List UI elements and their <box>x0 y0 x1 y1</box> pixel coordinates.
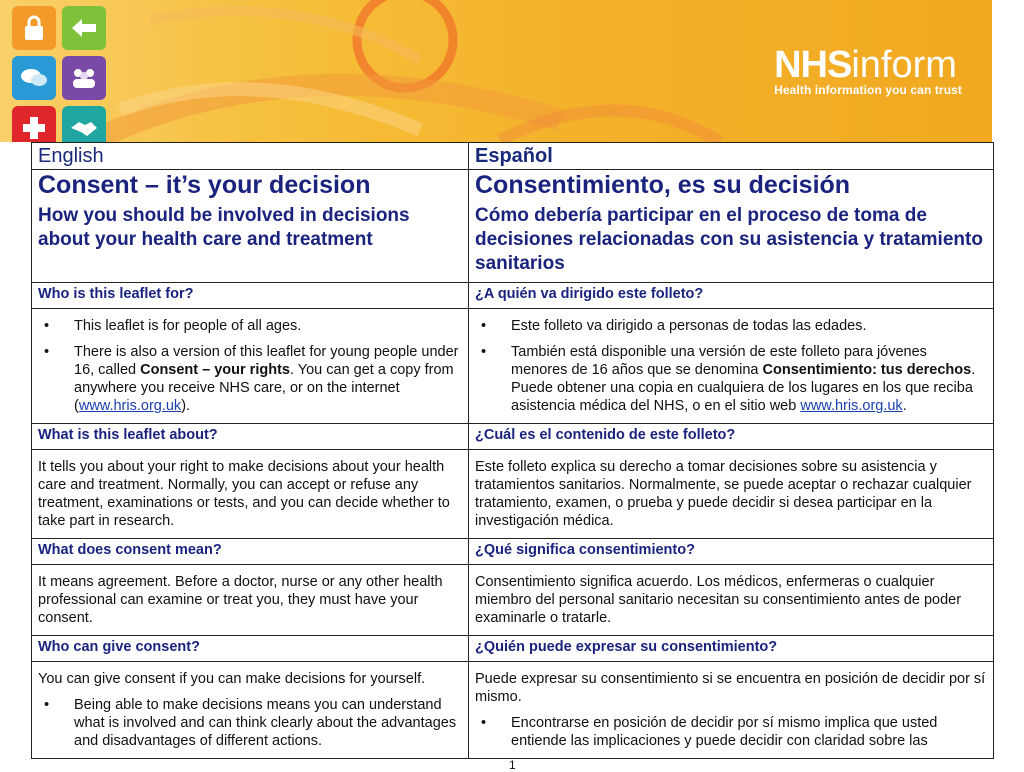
section-heading: Who is this leaflet for? <box>32 283 468 309</box>
bullet: • <box>481 715 487 731</box>
paragraph: It tells you about your right to make decisions about your health care and treatment. Normally, you can accept or refuse any treatment, examinations or tests, and you can decide whether to take part in research. <box>38 459 450 529</box>
handshake-icon <box>62 106 106 142</box>
section-row-who-for <box>32 283 994 424</box>
english-section-cell <box>32 424 469 539</box>
list-item <box>475 714 987 750</box>
header-banner <box>0 0 992 142</box>
list-item-text: ). <box>181 398 191 414</box>
list-item <box>38 696 462 750</box>
english-section-cell <box>32 283 469 424</box>
back-arrow-icon <box>62 6 106 50</box>
leaflet-name: Consentimiento: tus derechos <box>762 362 972 378</box>
icon-tiles <box>12 6 108 142</box>
section-heading: ¿Qué significa consentimiento? <box>469 539 993 565</box>
chat-bubbles-icon <box>12 56 56 100</box>
paragraph: It means agreement. Before a doctor, nurse or any other health professional can examine or treat you, they must have your consent. <box>38 574 443 626</box>
list-item-text: Being able to make decisions means you can understand what is involved and can think clearly about the advantages and disadvantages of different actions. <box>74 697 457 749</box>
paragraph: You can give consent if you can make decisions for yourself. <box>38 671 426 687</box>
section-row-about <box>32 424 994 539</box>
section-row-meaning <box>32 539 994 636</box>
section-heading: ¿A quién va dirigido este folleto? <box>469 283 993 309</box>
bullet: • <box>481 344 487 360</box>
page-number: 1 <box>509 758 516 772</box>
logo-mark: NHS <box>774 44 852 86</box>
logo-tagline: Health information you can trust <box>774 83 962 97</box>
hris-link[interactable]: www.hris.org.uk <box>78 398 182 414</box>
list-item-text: Este folleto va dirigido a personas de todas las edades. <box>511 318 867 334</box>
nhs-inform-logo <box>774 44 962 97</box>
list-item-text: There is also a version of this leaflet for young people under 16, called <box>74 344 459 378</box>
logo-word: inform <box>851 44 957 86</box>
list-item-text: . You can get a copy from anywhere you receive NHS care, or on the internet ( <box>74 362 454 414</box>
page-subtitle-spanish: Cómo debería participar en el proceso de toma de decisiones relacionadas con su asistencia y tratamiento sanitarios <box>475 205 983 274</box>
list-item <box>38 343 462 415</box>
list-item-text: . Puede obtener una copia en cualquiera de los lugares en los que reciba asistencia médica del NHS, o en el sitio web <box>511 362 976 414</box>
english-heading-cell <box>32 170 469 283</box>
section-heading: Who can give consent? <box>32 636 468 662</box>
hris-link[interactable]: www.hris.org.uk <box>800 398 903 414</box>
heading-row <box>32 170 994 283</box>
list-item <box>475 343 987 415</box>
spanish-section-cell <box>469 283 994 424</box>
bullet: • <box>481 318 487 334</box>
section-heading: What is this leaflet about? <box>32 424 468 450</box>
spanish-section-cell <box>469 424 994 539</box>
paragraph: Consentimiento significa acuerdo. Los médicos, enfermeras o cualquier miembro del personal sanitario necesitan su consentimiento antes de poder examinarle o tratarle. <box>475 574 962 626</box>
section-row-who-can <box>32 636 994 759</box>
lock-icon <box>12 6 56 50</box>
section-heading: ¿Cuál es el contenido de este folleto? <box>469 424 993 450</box>
bullet: • <box>44 344 50 360</box>
section-heading: What does consent mean? <box>32 539 468 565</box>
list-item-text: . <box>902 398 907 414</box>
page-title-english: Consent – it’s your decision <box>38 171 371 199</box>
list-item-text: This leaflet is for people of all ages. <box>74 318 302 334</box>
spanish-section-cell <box>469 636 994 759</box>
bullet: • <box>44 697 50 713</box>
spanish-heading-cell <box>469 170 994 283</box>
people-group-icon <box>62 56 106 100</box>
leaflet-name: Consent – your rights <box>140 362 290 378</box>
paragraph: Puede expresar su consentimiento si se encuentra en posición de decidir por sí mismo. <box>475 671 986 705</box>
list-item <box>475 317 987 335</box>
section-heading: ¿Quién puede expresar su consentimiento? <box>469 636 993 662</box>
english-title-cell <box>32 143 469 170</box>
medical-cross-icon <box>12 106 56 142</box>
list-item-text: También está disponible una versión de este folleto para jóvenes menores de 16 años que se denomina <box>511 344 927 378</box>
paragraph: Este folleto explica su derecho a tomar decisiones sobre su asistencia y tratamientos sanitarios. Normalmente, se puede aceptar o rechazar cualquier tratamiento, examen, o prueba y puede decidir si desea participar en la investigación médica. <box>475 459 972 529</box>
language-label-english: English <box>38 145 104 167</box>
list-item <box>38 317 462 335</box>
page-title-spanish: Consentimiento, es su decisión <box>475 171 851 199</box>
spanish-section-cell <box>469 539 994 636</box>
bilingual-table <box>31 142 994 759</box>
english-section-cell <box>32 539 469 636</box>
language-label-spanish: Español <box>475 145 553 167</box>
english-section-cell <box>32 636 469 759</box>
page-subtitle-english: How you should be involved in decisions about your health care and treatment <box>38 205 410 250</box>
title-row <box>32 143 994 170</box>
bullet: • <box>44 318 50 334</box>
spanish-title-cell <box>469 143 994 170</box>
list-item-text: Encontrarse en posición de decidir por sí mismo implica que usted entiende las implicaciones y puede decidir con claridad sobre las <box>511 715 938 749</box>
